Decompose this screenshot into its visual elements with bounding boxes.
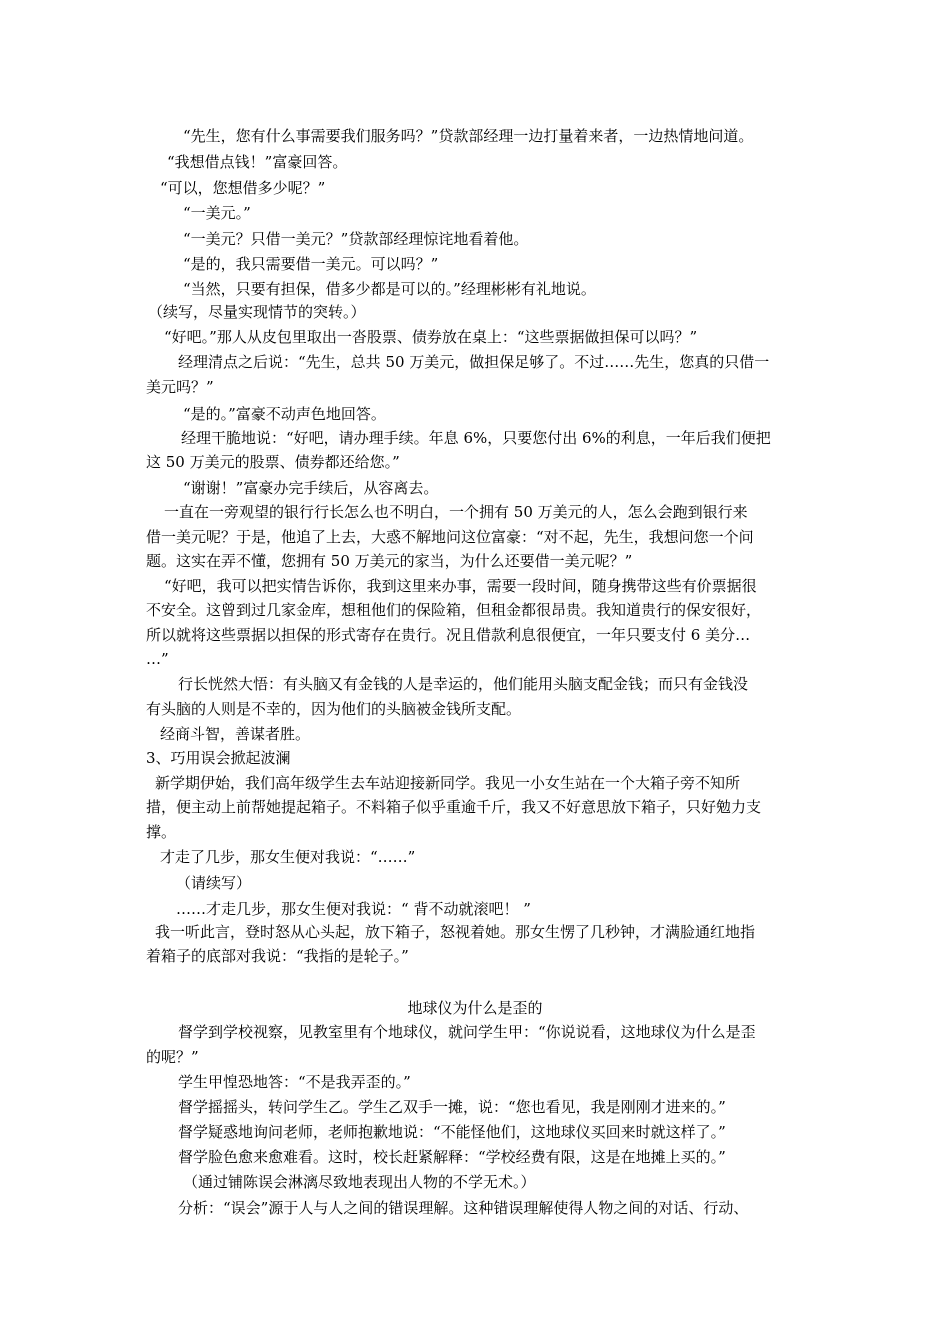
text-line: 有头脑的人则是不幸的，因为他们的头脑被金钱所支配。 — [146, 700, 522, 718]
text-line: 分析：“误会”源于人与人之间的错误理解。这种错误理解使得人物之间的对话、行动、 — [178, 1199, 749, 1217]
text-line: （请续写） — [176, 874, 252, 892]
text-line: …” — [146, 650, 169, 668]
text-line: 一直在一旁观望的银行行长怎么也不明白，一个拥有 50 万美元的人，怎么会跑到银行来 — [164, 503, 748, 521]
text-line: 撑。 — [146, 823, 177, 841]
text-line: “一美元？只借一美元？”贷款部经理惊诧地看着他。 — [183, 230, 529, 248]
text-line: 学生甲惶恐地答：“不是我弄歪的。” — [178, 1073, 411, 1091]
text-line: （通过铺陈误会淋漓尽致地表现出人物的不学无术。） — [183, 1173, 536, 1191]
text-line: “是的。”富豪不动声色地回答。 — [183, 405, 386, 423]
text-line: 督学脸色愈来愈难看。这时，校长赶紧解释：“学校经费有限，这是在地摊上买的。” — [178, 1148, 726, 1166]
text-line: “可以，您想借多少呢？” — [160, 179, 326, 197]
text-line: “我想借点钱！”富豪回答。 — [167, 153, 348, 171]
text-line: 经商斗智，善谋者胜。 — [160, 725, 311, 743]
story-title: 地球仪为什么是歪的 — [407, 999, 543, 1017]
text-line: “一美元。” — [183, 204, 251, 222]
text-line: 才走了几步，那女生便对我说：“……” — [160, 848, 416, 866]
text-line: 行长恍然大悟：有头脑又有金钱的人是幸运的，他们能用头脑支配金钱；而只有金钱没 — [178, 675, 749, 693]
text-line: 所以就将这些票据以担保的形式寄存在贵行。况且借款利息很便宜，一年只要支付 6 美分… — [146, 626, 751, 644]
text-line: 着箱子的底部对我说：“我指的是轮子。” — [146, 947, 409, 965]
text-line: 借一美元呢？于是，他追了上去，大惑不解地问这位富豪：“对不起，先生，我想问您一个问 — [146, 528, 754, 546]
text-line: “先生，您有什么事需要我们服务吗？”贷款部经理一边打量着来者，一边热情地问道。 — [183, 127, 754, 145]
text-line: ……才走几步，那女生便对我说：“ 背不动就滚吧！ ” — [176, 900, 531, 918]
text-line: “谢谢！”富豪办完手续后，从容离去。 — [183, 479, 439, 497]
text-line: 督学到学校视察，见教室里有个地球仪，就问学生甲：“你说说看，这地球仪为什么是歪 — [178, 1023, 756, 1041]
text-line: 我一听此言，登时怒从心头起，放下箱子，怒视着她。那女生愣了几秒钟，才满脸通红地指 — [155, 923, 756, 941]
text-line: 督学摇摇头，转问学生乙。学生乙双手一摊，说：“您也看见，我是刚刚才进来的。” — [178, 1098, 726, 1116]
text-line: 不安全。这曾到过几家金库，想租他们的保险箱，但租金都很昂贵。我知道贵行的保安很好， — [146, 601, 762, 619]
text-line: 这 50 万美元的股票、债券都还给您。” — [146, 453, 400, 471]
text-line: 经理干脆地说：“好吧，请办理手续。年息 6%，只要您付出 6%的利息，一年后我们便把 — [181, 429, 771, 447]
text-line: 新学期伊始，我们高年级学生去车站迎接新同学。我见一小女生站在一个大箱子旁不知所 — [155, 774, 741, 792]
text-line: （续写，尽量实现情节的突转。） — [148, 303, 366, 321]
text-line: 的呢？” — [146, 1048, 199, 1066]
text-line: “是的，我只需要借一美元。可以吗？” — [183, 255, 439, 273]
text-line: 督学疑惑地询问老师，老师抱歉地说：“不能怪他们，这地球仪买回来时就这样了。” — [178, 1123, 726, 1141]
text-line: 措，便主动上前帮她提起箱子。不料箱子似乎重逾千斤，我又不好意思放下箱子，只好勉力支 — [146, 798, 762, 816]
text-line: 题。这实在弄不懂，您拥有 50 万美元的家当，为什么还要借一美元呢？” — [146, 552, 633, 570]
text-line: “当然，只要有担保，借多少都是可以的。”经理彬彬有礼地说。 — [183, 280, 596, 298]
text-line: 经理清点之后说：“先生，总共 50 万美元，做担保足够了。不过……先生，您真的只借一 — [178, 353, 770, 371]
text-line: 美元吗？” — [146, 378, 214, 396]
section-heading: 3、巧用误会掀起波澜 — [146, 749, 291, 767]
text-line: “好吧，我可以把实情告诉你，我到这里来办事，需要一段时间，随身携带这些有价票据很 — [164, 577, 757, 595]
text-line: “好吧。”那人从皮包里取出一沓股票、债券放在桌上：“这些票据做担保可以吗？” — [164, 328, 698, 346]
